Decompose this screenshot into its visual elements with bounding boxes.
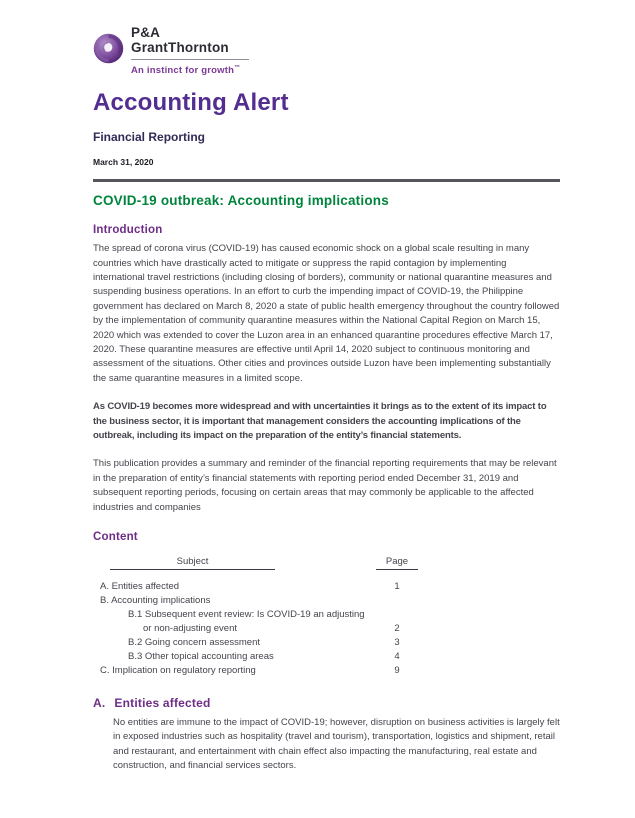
logo-underline — [131, 59, 249, 60]
content-section — [93, 531, 560, 678]
toc-entry-label: or non-adjusting event — [143, 623, 238, 635]
toc-entry-page: 1 — [394, 581, 400, 593]
logo-brand-line2: GrantThornton — [131, 40, 229, 55]
logo-brand-line1: P&A — [131, 25, 161, 40]
toc-entry-page: 9 — [394, 665, 400, 677]
toc-entry-page — [376, 608, 418, 622]
toc-entry-page: 2 — [394, 623, 400, 635]
article-title: COVID-19 outbreak: Accounting implications — [93, 193, 389, 209]
tagline-text: An instinct for growth — [131, 65, 235, 77]
grant-thornton-mobius-icon — [93, 33, 124, 64]
introduction-paragraph-1: The spread of corona virus (COVID-19) has caused economic shock on a global scale resulting in many countries which have drastically acted to mitigate or suppress the rapid contagion by implementing international travel restrictions (including closing of borders), community or national quarantine measures and suspending business operations. In an effort to curb the impending impact of COVID-19, the Philippine government has declared on March 8, 2020 a state of public health emergency throughout the country followed by the implementation of community quarantine measures within the National Capital Region on March 15, 2020 which was extended to cover the Luzon area in an enhanced quarantine procedures effective March 17, 2020. These quarantine measures are effective until April 14, 2020 subject to continuous monitoring and assessment of the situations. Other cities and provinces outside Luzon have been implementing substantially the same quarantine measures in a limited scope. — [93, 243, 560, 384]
entities-heading-row — [93, 696, 560, 710]
page-title: Accounting Alert — [93, 89, 289, 117]
toc-row — [100, 636, 418, 650]
page-subtitle: Financial Reporting — [93, 130, 206, 145]
grant-thornton-logo — [93, 25, 560, 76]
logo-wordmark — [131, 25, 249, 76]
entities-heading-text: Entities affected — [114, 696, 211, 711]
table-of-contents — [100, 556, 418, 678]
content-heading: Content — [93, 531, 138, 544]
entities-paragraph: No entities are immune to the impact of COVID-19; however, disruption on business activities is largely felt in exposed industries such as hospitality (travel and tourism), transportation, logistics and shipment, retail and restaurant, and entertainment with chain effect also impacting the manufacturing, real estate and construction, and financial services sectors. — [113, 717, 560, 772]
introduction-paragraph-2: As COVID-19 becomes more widespread and with uncertainties it brings as to the extent of its impact to the business sector, it is important that management considers the accounting implications of the outbreak, including its impact on the preparation of the entity’s financial statements. — [93, 401, 547, 442]
toc-entry-page: 3 — [394, 637, 400, 649]
entities-affected-section — [93, 696, 560, 774]
toc-entry-page: 4 — [394, 651, 400, 663]
section-divider — [93, 179, 560, 182]
entities-heading-letter: A. — [93, 696, 106, 711]
toc-row — [100, 594, 418, 608]
toc-entry-label: B. Accounting implications — [100, 595, 211, 607]
toc-row — [100, 650, 418, 664]
toc-row — [100, 608, 418, 622]
trademark-symbol: ™ — [234, 65, 241, 71]
toc-row — [100, 580, 418, 594]
introduction-heading: Introduction — [93, 224, 163, 237]
toc-entry-label: B.1 Subsequent event review: Is COVID-19 an adjusting — [128, 609, 365, 621]
toc-page-column-header: Page — [376, 556, 418, 570]
toc-subject-column-header: Subject — [110, 556, 275, 570]
toc-row — [100, 622, 418, 636]
toc-entry-label: A. Entities affected — [100, 581, 180, 593]
toc-row — [100, 664, 418, 678]
toc-entry-label: C. Implication on regulatory reporting — [100, 665, 256, 677]
toc-entry-label: B.3 Other topical accounting areas — [128, 651, 274, 663]
toc-entry-label: B.2 Going concern assessment — [128, 637, 261, 649]
introduction-section — [93, 224, 560, 515]
document-header — [93, 25, 560, 167]
publication-date: March 31, 2020 — [93, 157, 154, 168]
toc-entry-page — [376, 594, 418, 608]
logo-tagline — [131, 65, 249, 76]
introduction-paragraph-3: This publication provides a summary and reminder of the financial reporting requirements that may be relevant in the preparation of entity’s financial statements with reporting period ended December 31, 2019 and subsequent reporting periods, focusing on certain areas that may commonly be applicable to the affected industries and companies — [93, 458, 557, 513]
toc-header-row — [100, 556, 418, 570]
